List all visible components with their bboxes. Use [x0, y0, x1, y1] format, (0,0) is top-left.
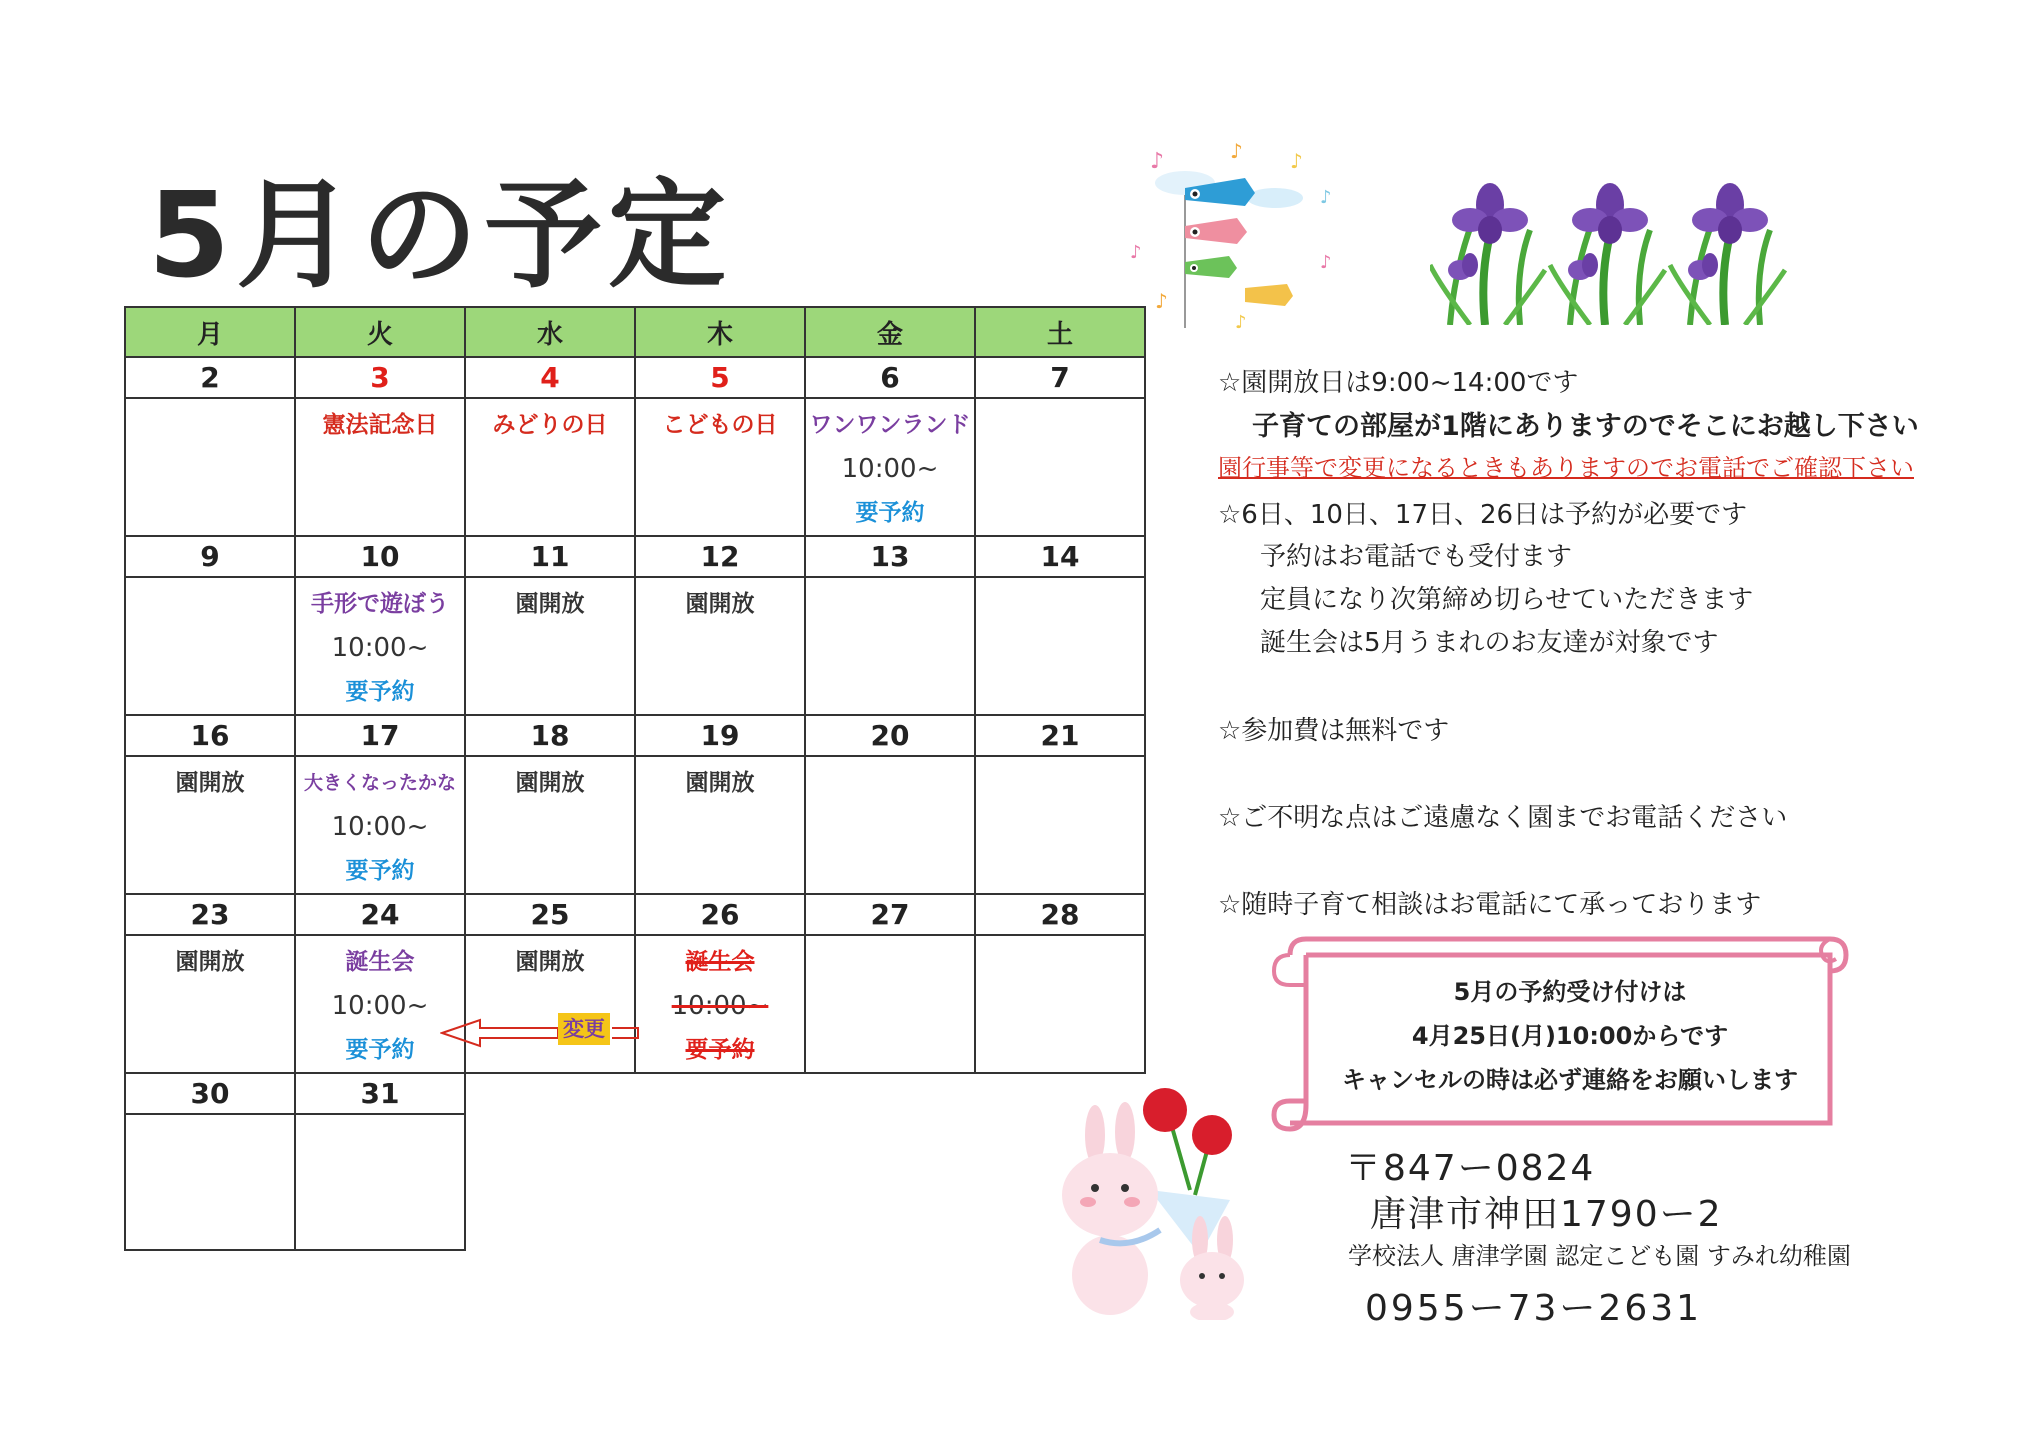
notice-line: 4月25日(月)10:00からです	[1411, 1022, 1729, 1050]
day-events-cell	[635, 756, 805, 894]
date-number: 19	[635, 715, 805, 756]
day-events-cell	[465, 577, 635, 715]
date-number: 7	[975, 357, 1145, 398]
date-number-row	[125, 536, 1145, 577]
info-line: ☆参加費は無料です	[1218, 716, 1450, 746]
info-line: 誕生会は5月うまれのお友達が対象です	[1260, 628, 1719, 658]
svg-text:♪: ♪	[1230, 139, 1243, 163]
event-text: 園開放	[175, 949, 245, 975]
day-events-cell	[125, 577, 295, 715]
weekday-header: 木	[635, 307, 805, 357]
date-number: 2	[125, 357, 295, 398]
change-label: 変更	[558, 1013, 610, 1045]
date-number: 9	[125, 536, 295, 577]
day-events-cell	[805, 935, 975, 1073]
day-events-cell	[805, 398, 975, 536]
info-line: 予約はお電話でも受付ます	[1260, 542, 1573, 572]
event-text: みどりの日	[492, 412, 608, 438]
event-text: 要予約	[855, 500, 925, 526]
date-number-row	[125, 1073, 1145, 1114]
date-number: 16	[125, 715, 295, 756]
day-events-cell	[125, 756, 295, 894]
day-events-cell	[975, 398, 1145, 536]
date-number: 14	[975, 536, 1145, 577]
svg-text:♪: ♪	[1235, 312, 1247, 333]
event-text: 要予約	[345, 679, 415, 705]
date-number: 11	[465, 536, 635, 577]
day-events-cell	[635, 577, 805, 715]
svg-text:♪: ♪	[1320, 252, 1332, 273]
event-text: 10:00~	[331, 991, 429, 1021]
empty-cell	[465, 1114, 635, 1250]
event-text: 園開放	[175, 770, 245, 796]
svg-text:♪: ♪	[1130, 242, 1142, 263]
weekday-header: 火	[295, 307, 465, 357]
event-text: ワンワンランド	[809, 412, 971, 438]
day-events-cell	[975, 756, 1145, 894]
date-number: 18	[465, 715, 635, 756]
organization-name: 学校法人 唐津学園 認定こども園 すみれ幼稚園	[1348, 1242, 1851, 1270]
weekday-header: 水	[465, 307, 635, 357]
day-events-cell	[975, 577, 1145, 715]
event-text: 誕生会	[685, 949, 755, 975]
event-text: 園開放	[685, 770, 755, 796]
weekday-header-row	[125, 307, 1145, 357]
day-events-cell	[975, 935, 1145, 1073]
event-text: 誕生会	[345, 949, 415, 975]
day-events-cell	[125, 398, 295, 536]
date-number: 3	[295, 357, 465, 398]
event-text: こどもの日	[662, 412, 778, 438]
info-line: 子育ての部屋が1階にありますのでそこにお越し下さい	[1252, 411, 1919, 442]
weekday-header: 金	[805, 307, 975, 357]
arrow-left-icon	[440, 1016, 640, 1056]
date-number: 23	[125, 894, 295, 935]
date-number-row	[125, 357, 1145, 398]
info-line: 定員になり次第締め切らせていただきます	[1260, 585, 1754, 615]
day-events-cell	[125, 1114, 295, 1250]
events-row	[125, 756, 1145, 894]
event-text: 要予約	[345, 1037, 415, 1063]
svg-text:♪: ♪	[1290, 149, 1303, 173]
date-number-row	[125, 894, 1145, 935]
date-number: 10	[295, 536, 465, 577]
date-number: 4	[465, 357, 635, 398]
svg-text:♪: ♪	[1150, 149, 1165, 174]
event-text: 10:00~	[331, 633, 429, 663]
empty-cell	[805, 1114, 975, 1250]
info-line: ☆6日、10日、17日、26日は予約が必要です	[1218, 500, 1748, 530]
iris-flowers-icon	[1430, 175, 1790, 325]
date-number: 28	[975, 894, 1145, 935]
date-number: 27	[805, 894, 975, 935]
info-line: ☆随時子育て相談はお電話にて承っております	[1218, 890, 1762, 920]
date-number: 13	[805, 536, 975, 577]
day-events-cell	[295, 577, 465, 715]
info-line: ☆ご不明な点はご遠慮なく園までお電話ください	[1218, 803, 1788, 833]
empty-cell	[635, 1114, 805, 1250]
event-text: 大きくなったかな	[303, 772, 456, 794]
day-events-cell	[295, 1114, 465, 1250]
day-events-cell	[635, 398, 805, 536]
postal-code: 〒847ー0824	[1345, 1148, 1596, 1189]
weekday-header: 土	[975, 307, 1145, 357]
date-number: 12	[635, 536, 805, 577]
empty-cell	[465, 1073, 635, 1114]
info-line-notice: 園行事等で変更になるときもありますのでお電話でご確認下さい	[1218, 454, 1914, 482]
event-text: 10:00~	[331, 812, 429, 842]
date-number-row	[125, 715, 1145, 756]
day-events-cell	[805, 577, 975, 715]
date-number: 31	[295, 1073, 465, 1114]
page-title: 5月の予定	[148, 166, 733, 304]
phone-number: 0955ー73ー2631	[1365, 1288, 1703, 1329]
date-number: 21	[975, 715, 1145, 756]
events-row	[125, 398, 1145, 536]
day-events-cell	[635, 935, 805, 1073]
event-text: 10:00~	[671, 991, 769, 1021]
koinobori-icon	[1125, 138, 1355, 338]
date-number: 24	[295, 894, 465, 935]
event-text: 10:00~	[841, 454, 939, 484]
empty-cell	[635, 1073, 805, 1114]
events-row	[125, 577, 1145, 715]
day-events-cell	[465, 398, 635, 536]
event-text: 園開放	[685, 591, 755, 617]
event-text: 園開放	[515, 949, 585, 975]
day-events-cell	[295, 398, 465, 536]
event-text: 園開放	[515, 770, 585, 796]
day-events-cell	[465, 756, 635, 894]
date-number: 26	[635, 894, 805, 935]
event-text: 園開放	[515, 591, 585, 617]
day-events-cell	[805, 756, 975, 894]
date-number: 6	[805, 357, 975, 398]
svg-text:♪: ♪	[1320, 187, 1332, 208]
bunnies-carnation-icon	[1040, 1080, 1270, 1320]
info-line: ☆園開放日は9:00~14:00です	[1218, 368, 1579, 398]
date-number: 25	[465, 894, 635, 935]
event-text: 要予約	[345, 858, 415, 884]
svg-text:♪: ♪	[1155, 289, 1168, 313]
event-text: 手形で遊ぼう	[311, 591, 449, 617]
date-number: 17	[295, 715, 465, 756]
date-number: 5	[635, 357, 805, 398]
street-address: 唐津市神田1790ー2	[1370, 1194, 1723, 1235]
date-number: 30	[125, 1073, 295, 1114]
event-text: 憲法記念日	[322, 412, 438, 438]
notice-line: キャンセルの時は必ず連絡をお願いします	[1342, 1066, 1798, 1094]
event-text: 要予約	[685, 1037, 755, 1063]
weekday-header: 月	[125, 307, 295, 357]
calendar-table	[124, 306, 1146, 1251]
date-number: 20	[805, 715, 975, 756]
day-events-cell	[295, 756, 465, 894]
notice-line: 5月の予約受け付けは	[1453, 978, 1687, 1006]
empty-cell	[805, 1073, 975, 1114]
events-row	[125, 1114, 1145, 1250]
day-events-cell	[125, 935, 295, 1073]
